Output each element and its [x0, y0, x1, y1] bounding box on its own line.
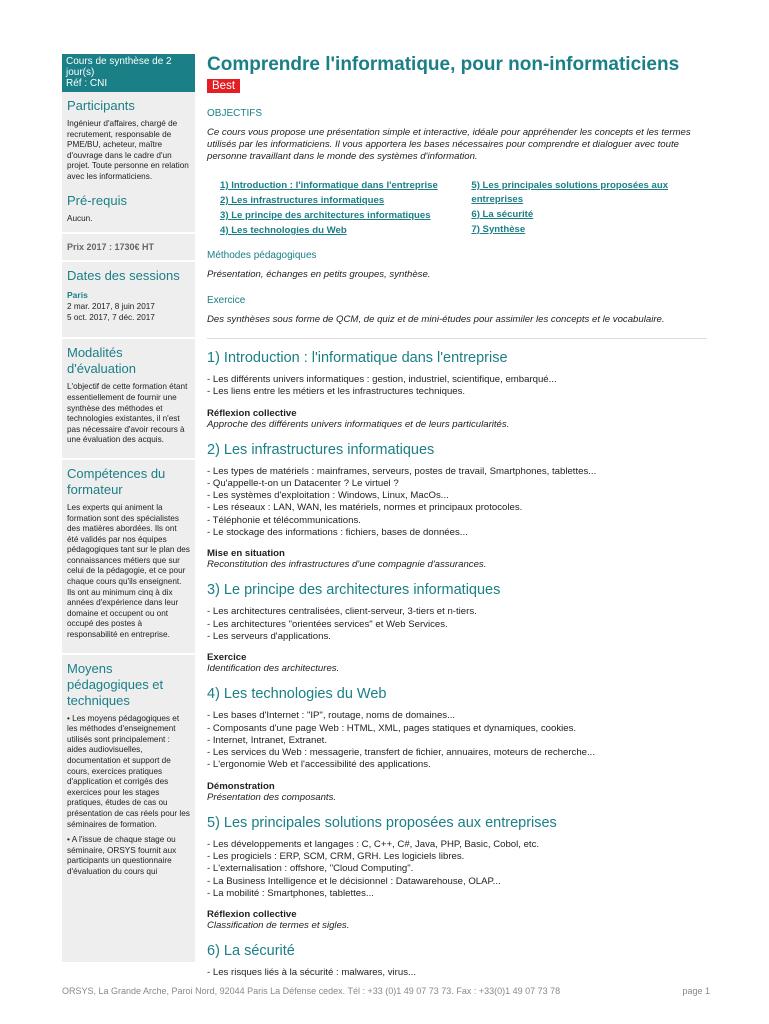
program-section	[207, 814, 707, 932]
program-section	[207, 685, 707, 803]
session-date: 5 oct. 2017, 7 déc. 2017	[67, 312, 155, 322]
toc-right-column	[471, 179, 707, 239]
program-section	[207, 581, 707, 675]
activity-title: Démonstration	[207, 780, 275, 792]
toc-link-3[interactable]: 3) Le principe des architectures informatiques	[220, 210, 431, 221]
bullet-item: - Composants d'une page Web : HTML, XML, pages statiques et dynamiques, cookies.	[207, 722, 577, 734]
toc-left-column	[220, 179, 471, 239]
activity-description: Approche des différents univers informatiques et de leurs particularités.	[207, 418, 510, 430]
main-content	[207, 54, 707, 980]
divider	[62, 337, 195, 339]
bullet-item: - Les développements et langages : C, C++, C#, Java, PHP, Basic, Cobol, etc.	[207, 838, 540, 850]
divider	[62, 232, 195, 234]
page-number: page 1	[682, 986, 710, 996]
program-section	[207, 349, 707, 431]
section-title: 1) Introduction : l'informatique dans l'entreprise	[207, 350, 508, 366]
bullet-item: - Les serveurs d'applications.	[207, 630, 331, 642]
bullet-item: - Les types de matériels : mainframes, serveurs, postes de travail, Smartphones, tablettes...	[207, 465, 597, 477]
activity-title: Mise en situation	[207, 548, 285, 560]
objectifs-text: Ce cours vous propose une présentation simple et interactive, idéale pour appréhender les concepts et les termes utilisés par les informaticiens. Il vous apportera les bases nécessaires pour comprendre et dialoguer avec toute personne travaillant dans le monde des systèmes d'information.	[207, 127, 691, 162]
course-info-header	[62, 54, 195, 92]
course-duration: Cours de synthèse de 2 jour(s)	[66, 56, 172, 78]
bullet-item: - L'externalisation : offshore, "Cloud Computing".	[207, 863, 414, 875]
section-bullets	[207, 466, 707, 540]
divider	[207, 338, 707, 339]
bullet-item: - Les architectures "orientées services" et Web Services.	[207, 618, 448, 630]
program-section	[207, 942, 707, 979]
divider	[62, 458, 195, 460]
divider	[62, 653, 195, 655]
toc-link-5[interactable]: 5) Les principales solutions proposées aux entreprises	[471, 180, 669, 205]
exercice-text: Des synthèses sous forme de QCM, de quiz et de mini-études pour assimiler les concepts et le vocabulaire.	[207, 314, 665, 325]
competences-title: Compétences du formateur	[67, 465, 166, 497]
best-badge: Best	[207, 79, 240, 93]
section-bullets	[207, 374, 707, 399]
section-title: 6) La sécurité	[207, 943, 295, 960]
toc-link-4[interactable]: 4) Les technologies du Web	[220, 225, 347, 236]
section-title: 4) Les technologies du Web	[207, 686, 387, 703]
sessions-dates	[67, 302, 190, 323]
session-date: 2 mar. 2017, 8 juin 2017	[67, 302, 155, 312]
bullet-item: - Qu'appelle-t-on un Datacenter ? Le virtuel ?	[207, 477, 399, 489]
bullet-item: - Les réseaux : LAN, WAN, les matériels, normes et principaux protocoles.	[207, 502, 523, 514]
toc-link-1[interactable]: 1) Introduction : l'informatique dans l'entreprise	[220, 180, 438, 191]
section-bullets	[207, 606, 707, 643]
bullet-item: - L'ergonomie Web et l'accessibilité des applications.	[207, 759, 431, 771]
participants-title: Participants	[67, 98, 135, 113]
participants-text: Ingénieur d'affaires, chargé de recrutement, responsable de PME/BU, acheteur, maître d'ouvrage dans le cadre d'un projet. Toute personne en relation avec les informaticiens.	[67, 119, 189, 181]
bullet-item: - Les liens entre les métiers et les infrastructures techniques.	[207, 386, 466, 398]
divider	[62, 260, 195, 262]
section-bullets	[207, 710, 707, 771]
table-of-contents	[207, 179, 707, 239]
toc-link-7[interactable]: 7) Synthèse	[471, 223, 526, 235]
toc-link-6[interactable]: 6) La sécurité	[471, 208, 534, 220]
objectifs-label: OBJECTIFS	[207, 108, 263, 119]
section-title: 3) Le principe des architectures informatiques	[207, 582, 501, 599]
activity-description: Reconstitution des infrastructures d'une compagnie d'assurances.	[207, 559, 487, 571]
exercice-label: Exercice	[207, 295, 246, 306]
page-title: Comprendre l'informatique, pour non-informaticiens	[207, 54, 680, 75]
bullet-item: - La mobilité : Smartphones, tablettes...	[207, 887, 374, 899]
bullet-item: - Les systèmes d'exploitation : Windows, Linux, MacOs...	[207, 490, 449, 502]
activity-description: Identification des architectures.	[207, 663, 340, 675]
sidebar	[62, 54, 195, 962]
bullet-item: - Les bases d'Internet : "IP", routage, noms de domaines...	[207, 710, 456, 722]
prereq-title: Pré-requis	[67, 192, 127, 208]
bullet-item: - Téléphonie et télécommunications.	[207, 514, 361, 526]
activity-title: Réflexion collective	[207, 407, 297, 419]
bullet-item: - Internet, Intranet, Extranet.	[207, 734, 327, 746]
bullet-item: - Le stockage des informations : fichiers, bases de données...	[207, 527, 468, 539]
bullet-item: - La Business Intelligence et le décisionnel : Datawarehouse, OLAP...	[207, 875, 501, 887]
activity-description: Classification de termes et sigles.	[207, 920, 350, 932]
activity-description: Présentation des composants.	[207, 791, 337, 803]
moyens-text-2: • A l'issue de chaque stage ou séminaire, ORSYS fournit aux participants un questionnaire d'évaluation du cours qui	[67, 835, 177, 876]
section-title: 2) Les infrastructures informatiques	[207, 441, 435, 458]
sessions-city: Paris	[67, 290, 88, 301]
footer	[62, 986, 710, 996]
activity-title: Exercice	[207, 652, 247, 664]
section-bullets	[207, 967, 707, 979]
footer-address: ORSYS, La Grande Arche, Paroi Nord, 92044 Paris La Défense cedex. Tél : +33 (0)1 49 07 73 73. Fax : +33(0)1 49 07 73 78	[62, 986, 561, 996]
modalites-title: Modalités d'évaluation	[67, 345, 136, 377]
activity-title: Réflexion collective	[207, 909, 297, 921]
methodes-text: Présentation, échanges en petits groupes, synthèse.	[207, 269, 431, 280]
bullet-item: - Les services du Web : messagerie, transfert de fichier, annuaires, moteurs de recherche...	[207, 747, 596, 759]
competences-text: Les experts qui animent la formation sont des spécialistes des matières abordées. Ils ont été validés par nos équipes pédagogiques tant sur le plan des connaissances métiers que sur celui de la pédagogie, et ce pour chaque cours qu'ils enseignent. Ils ont au minimum cinq à dix années d'expérience dans leur domaine et occupent ou ont occupé des postes à responsabilité en entreprise.	[67, 502, 190, 640]
methodes-label: Méthodes pédagogiques	[207, 250, 317, 261]
price: Prix 2017 : 1730€ HT	[67, 242, 155, 253]
bullet-item: - Les progiciels : ERP, SCM, CRM, GRH. Les logiciels libres.	[207, 851, 465, 863]
modalites-text: L'objectif de cette formation étant essentiellement de fournir une synthèse des méthodes et technologies existantes, il n'est pas nécessaire d'avoir recours à une évaluation des acquis.	[67, 382, 188, 445]
bullet-item: - Les architectures centralisées, client-serveur, 3-tiers et n-tiers.	[207, 606, 477, 618]
course-reference: Réf : CNI	[66, 78, 108, 89]
sessions-title: Dates des sessions	[67, 268, 180, 284]
moyens-text-1: • Les moyens pédagogiques et les méthodes d'enseignement utilisés sont principalement : aides audiovisuelles, documentation et support de cours, exercices pratiques d'application et corrigés des exercices pour les stages pratiques, études de cas ou présentation de cas réels pour les séminaires de formation.	[67, 713, 190, 829]
prereq-text: Aucun.	[67, 213, 93, 223]
section-title: 5) Les principales solutions proposées aux entreprises	[207, 814, 557, 831]
bullet-item: - Les différents univers informatiques : gestion, industriel, scientifique, embarqué...	[207, 374, 557, 385]
program-section	[207, 441, 707, 572]
moyens-title: Moyens pédagogiques et techniques	[67, 660, 164, 708]
toc-link-2[interactable]: 2) Les infrastructures informatiques	[220, 195, 385, 206]
section-bullets	[207, 839, 707, 900]
program-sections	[207, 349, 707, 980]
bullet-item: - Les risques liés à la sécurité : malwares, virus...	[207, 967, 417, 979]
